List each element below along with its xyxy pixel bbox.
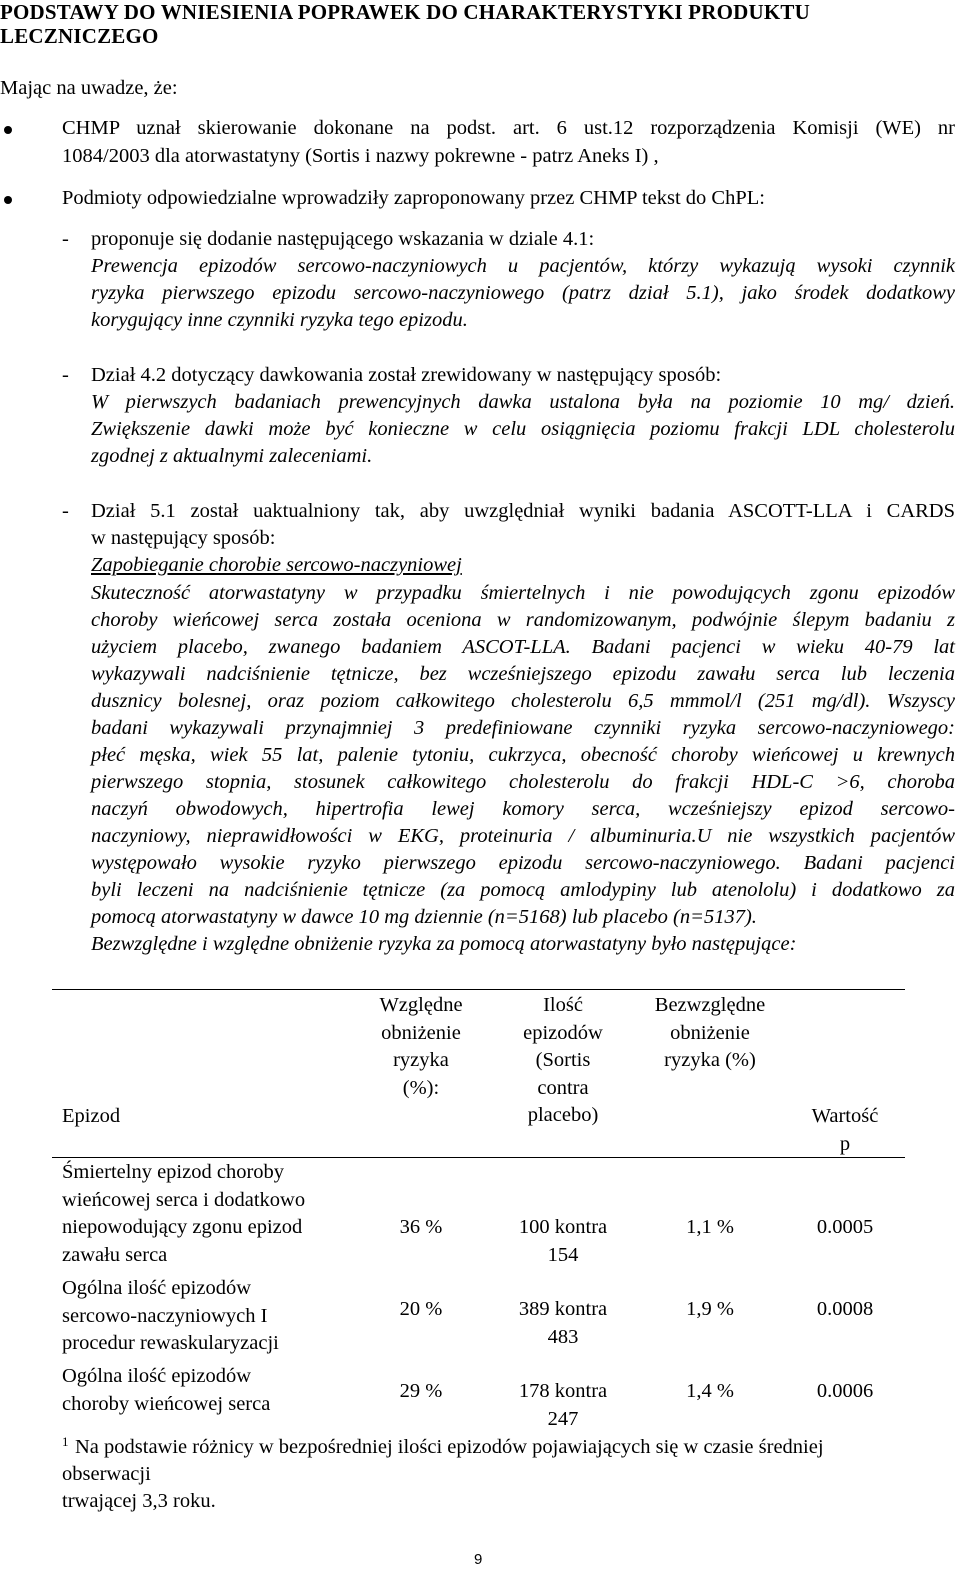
- bullet-marker: [4, 126, 12, 134]
- item-3-italic-line-9: naczyń obwodowych, hipertrofia lewej komory serca, wcześniejszy epizod sercowo-: [91, 798, 955, 820]
- footnote-line-2: obserwacji: [62, 1463, 151, 1485]
- item-3-italic-line-5: dusznicy bolesnej, oraz poziom całkowitego cholesterolu 6,5 mmmol/l (251 mg/dl). Wszyscy: [91, 690, 955, 712]
- dash-marker: -: [62, 500, 69, 522]
- dash-marker: -: [62, 364, 69, 386]
- bullet-1-line-2: 1084/2003 dla atorwastatyny (Sortis i nazwy pokrewne - patrz Aneks I) ,: [62, 145, 659, 167]
- item-3-italic-line-3: użyciem placebo, zwanego badaniem ASCOT-LLA. Badani pacjenci w wieku 40-79 lat: [91, 636, 955, 658]
- page-number: 9: [474, 1551, 483, 1568]
- table-row-3-events: 178 kontra 247: [518, 1380, 608, 1430]
- header-p-value: Wartość p: [811, 1105, 879, 1155]
- item-2-italic-line-1: W pierwszych badaniach prewencyjnych dawka ustalona była na poziomie 10 mg/ dzień.: [91, 391, 955, 413]
- item-3-italic-line-7: płeć męska, wiek 55 lat, palenie tytoniu, cukrzyca, obecność choroby wieńcowej u krewnych: [91, 744, 955, 766]
- table-row-1-epizod: Śmiertelny epizod choroby wieńcowej serca i dodatkowo niepowodujący zgonu epizod zawału serca: [62, 1161, 306, 1266]
- bullet-marker: [4, 196, 12, 204]
- item-3-italic-line-14: Bezwzględne i względne obniżenie ryzyka za pomocą atorwastatyny było następujące:: [91, 933, 797, 955]
- section-heading: Zapobieganie chorobie sercowo-naczyniowej: [91, 554, 462, 576]
- item-1-lead: proponuje się dodanie następującego wskazania w dziale 4.1:: [91, 228, 595, 250]
- item-1-italic-line-2: ryzyka pierwszego epizodu sercowo-naczyniowego (patrz dział 5.1), jako środek dodatkowy: [91, 282, 955, 304]
- table-header-rule: [52, 1157, 905, 1158]
- item-2-italic-line-2: Zwiększenie dawki może być konieczne w celu osiągnięcia poziomu frakcji LDL cholesterolu: [91, 418, 955, 440]
- table-row-3-rrr: 29 %: [399, 1380, 443, 1402]
- footnote-marker: 1: [62, 1434, 69, 1449]
- item-3-italic-line-1: Skuteczność atorwastatyny w przypadku śmiertelnych i nie powodujących zgonu epizodów: [91, 582, 955, 604]
- item-3-italic-line-11: występowało wysokie ryzyko pierwszego epizodu sercowo-naczyniowego. Badani pacjenci: [91, 852, 955, 874]
- table-row-2-events: 389 kontra 483: [518, 1298, 608, 1348]
- header-epizod: Epizod: [62, 1105, 121, 1127]
- item-2-italic-line-3: zgodnej z aktualnymi zaleceniami.: [91, 445, 373, 467]
- document-title-line-2: LECZNICZEGO: [0, 24, 159, 48]
- item-3-italic-line-6: badani wykazywali przynajmniej 3 predefiniowane czynniki ryzyka sercowo-naczyniowego:: [91, 717, 955, 739]
- item-3-lead-line-2: w następujący sposób:: [91, 527, 276, 549]
- item-1-italic-line-1: Prewencja epizodów sercowo-naczyniowych u pacjentów, którzy wykazują wysoki czynnik: [91, 255, 955, 277]
- table-row-2-rrr: 20 %: [399, 1298, 443, 1320]
- bullet-2-text: Podmioty odpowiedzialne wprowadziły zaproponowany przez CHMP tekst do ChPL:: [62, 187, 765, 209]
- bullet-1-line-1: CHMP uznał skierowanie dokonane na podst. art. 6 ust.12 rozporządzenia Komisji (WE) nr: [62, 117, 955, 139]
- item-3-italic-line-12: byli leczeni na nadciśnienie tętnicze (za pomocą amlodypiny lub atenololu) i dodatkowo za: [91, 879, 955, 901]
- table-row-1-events: 100 kontra 154: [518, 1216, 608, 1266]
- footnote-line-3: trwającej 3,3 roku.: [62, 1490, 216, 1512]
- dash-marker: -: [62, 228, 69, 250]
- document-title-line-1: PODSTAWY DO WNIESIENIA POPRAWEK DO CHARAKTERYSTYKI PRODUKTU: [0, 0, 810, 24]
- table-row-1-arr: 1,1 %: [686, 1216, 734, 1238]
- table-row-3-p: 0.0006: [816, 1380, 874, 1402]
- table-row-2-p: 0.0008: [816, 1298, 874, 1320]
- footnote-line-1: Na podstawie różnicy w bezpośredniej ilości epizodów pojawiających się w czasie średniej: [75, 1436, 824, 1458]
- table-row-3-arr: 1,4 %: [686, 1380, 734, 1402]
- item-3-lead-line-1: Dział 5.1 został uaktualniony tak, aby uwzględniał wyniki badania ASCOTT-LLA i CARDS: [91, 500, 955, 522]
- item-1-italic-line-3: korygujący inne czynniki ryzyka tego epizodu.: [91, 309, 468, 331]
- table-top-rule: [52, 989, 905, 990]
- table-row-1-rrr: 36 %: [399, 1216, 443, 1238]
- item-3-italic-line-13: pomocą atorwastatyny w dawce 10 mg dziennie (n=5168) lub placebo (n=5137).: [91, 906, 757, 928]
- item-3-italic-line-8: pierwszego stopnia, stosunek całkowitego cholesterolu do frakcji HDL-C >6, choroba: [91, 771, 955, 793]
- table-row-3-epizod: Ogólna ilość epizodów choroby wieńcowej serca: [62, 1365, 271, 1415]
- table-row-2-arr: 1,9 %: [686, 1298, 734, 1320]
- table-row-1-p: 0.0005: [816, 1216, 874, 1238]
- item-2-lead: Dział 4.2 dotyczący dawkowania został zrewidowany w następujący sposób:: [91, 364, 722, 386]
- item-3-italic-line-2: choroby wieńcowej serca została oceniona w randomizowanym, podwójnie ślepym badaniu z: [91, 609, 955, 631]
- item-3-italic-line-10: naczyniowy, nieprawidłowości w EKG, proteinuria / albuminuria.U nie wszystkich pacjentów: [91, 825, 955, 847]
- table-row-2-epizod: Ogólna ilość epizodów sercowo-naczyniowych I procedur rewaskularyzacji: [62, 1277, 279, 1354]
- header-absolute-risk: Bezwzględne obniżenie ryzyka (%): [654, 994, 766, 1071]
- intro-text: Mając na uwadze, że:: [0, 77, 178, 99]
- header-relative-risk: Względne obniżenie ryzyka (%):: [379, 994, 463, 1099]
- header-event-count: Ilość epizodów (Sortis contra placebo): [523, 994, 603, 1126]
- item-3-italic-line-4: wykazywali nadciśnienie tętnicze, bez wcześniejszego epizodu zawału serca lub leczenia: [91, 663, 955, 685]
